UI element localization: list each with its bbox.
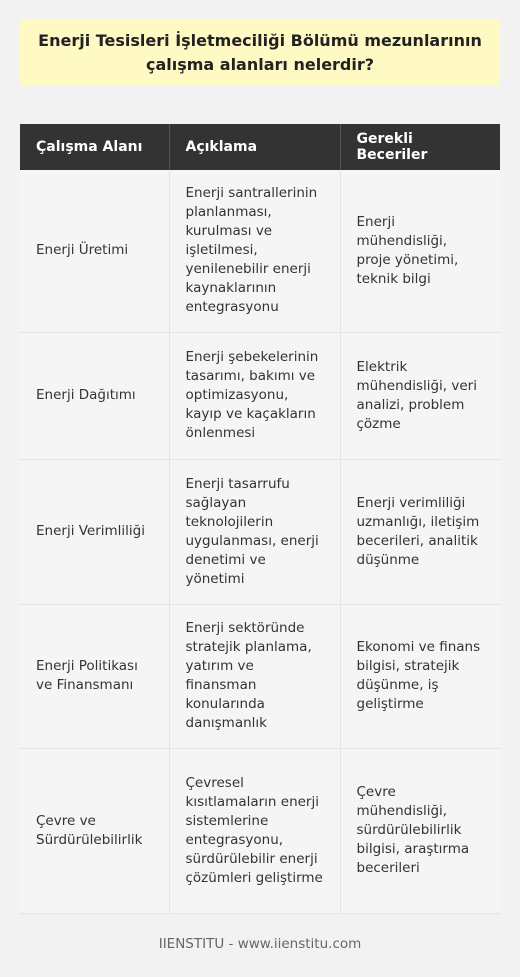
header-area: Çalışma Alanı (20, 124, 169, 170)
cell-description: Çevresel kısıtlamaların enerji sistemlerine entegrasyonu, sürdürülebilir enerji çözümleri geliştirme (169, 748, 340, 913)
table-header-row (20, 124, 500, 170)
table-row (20, 604, 500, 748)
table-row (20, 170, 500, 332)
table-row (20, 459, 500, 604)
page-title: Enerji Tesisleri İşletmeciliği Bölümü mezunlarının çalışma alanları nelerdir? (38, 30, 482, 74)
cell-description: Enerji tasarrufu sağlayan teknolojilerin uygulanması, enerji denetimi ve yönetimi (169, 459, 340, 604)
table-row (20, 748, 500, 913)
career-areas-table (20, 124, 500, 914)
cell-description: Enerji şebekelerinin tasarımı, bakımı ve optimizasyonu, kayıp ve kaçakların önlenmesi (169, 332, 340, 459)
cell-area: Çevre ve Sürdürülebilirlik (20, 748, 169, 913)
header-skills: Gerekli Beceriler (340, 124, 500, 170)
footer-credit: IIENSTITU - www.iienstitu.com (158, 936, 362, 952)
cell-skills: Enerji verimliliği uzmanlığı, iletişim becerileri, analitik düşünme (340, 459, 500, 604)
cell-description: Enerji santrallerinin planlanması, kurulması ve işletilmesi, yenilenebilir enerji kaynaklarının entegrasyonu (169, 170, 340, 332)
table-row (20, 332, 500, 459)
cell-skills: Çevre mühendisliği, sürdürülebilirlik bilgisi, araştırma becerileri (340, 748, 500, 913)
cell-area: Enerji Verimliliği (20, 459, 169, 604)
cell-description: Enerji sektöründe stratejik planlama, yatırım ve finansman konularında danışmanlık (169, 604, 340, 748)
cell-skills: Elektrik mühendisliği, veri analizi, problem çözme (340, 332, 500, 459)
title-banner (20, 20, 500, 85)
cell-skills: Ekonomi ve finans bilgisi, stratejik düşünme, iş geliştirme (340, 604, 500, 748)
cell-area: Enerji Dağıtımı (20, 332, 169, 459)
header-description: Açıklama (169, 124, 340, 170)
cell-skills: Enerji mühendisliği, proje yönetimi, teknik bilgi (340, 170, 500, 332)
cell-area: Enerji Politikası ve Finansmanı (20, 604, 169, 748)
cell-area: Enerji Üretimi (20, 170, 169, 332)
